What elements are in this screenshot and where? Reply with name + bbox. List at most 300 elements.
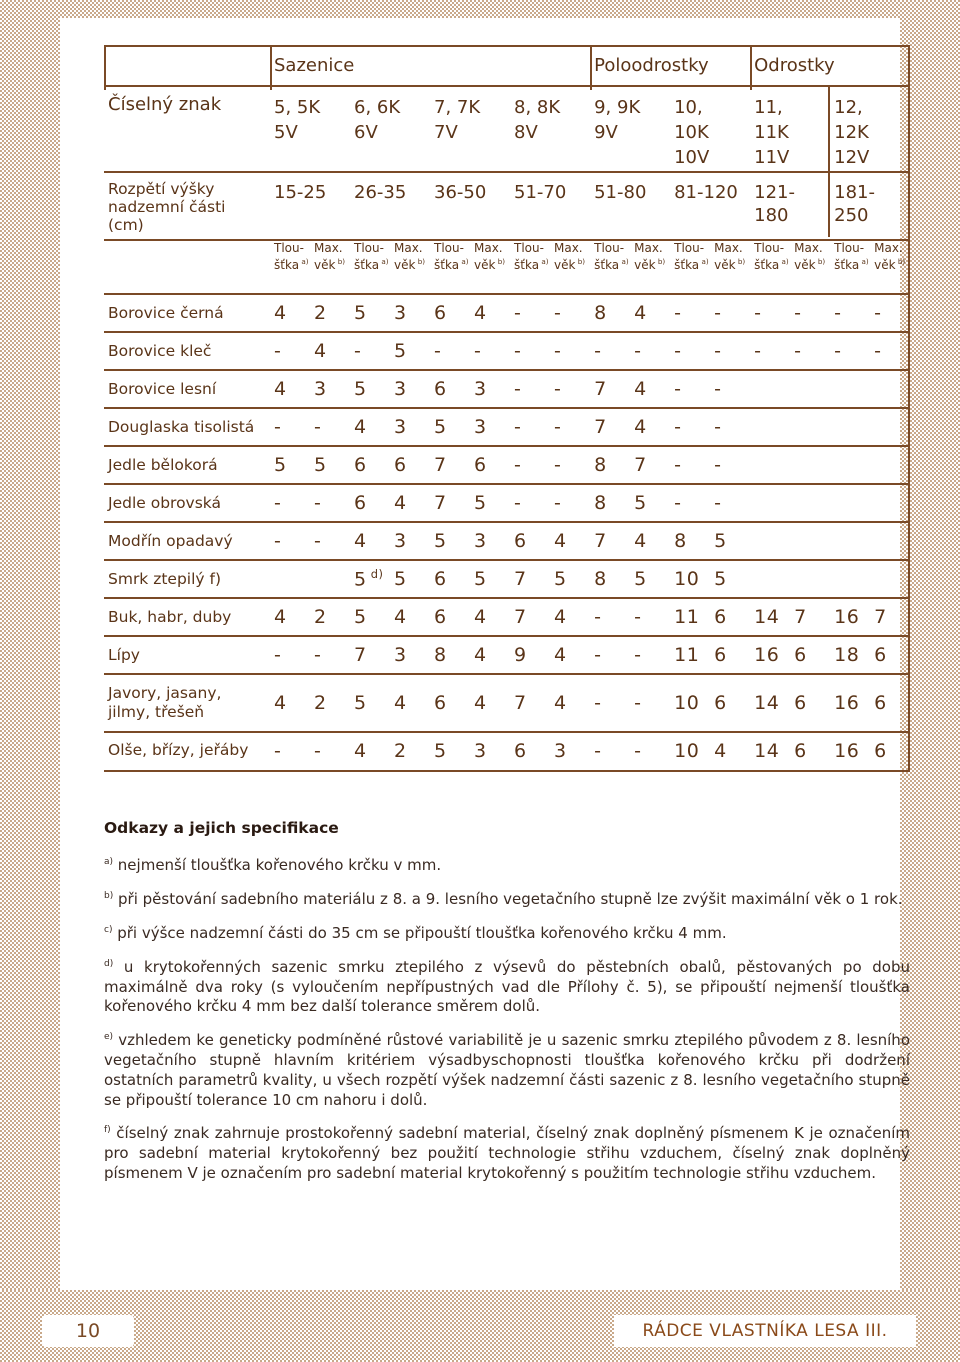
value-cell: [270, 636, 310, 674]
value-cell: [790, 332, 830, 370]
cell-value: 7: [514, 568, 527, 590]
cell-value: -: [514, 378, 522, 400]
value-cell: [790, 674, 830, 732]
value-cell: [270, 408, 310, 446]
text-line: 9, 9K: [594, 97, 641, 118]
footnote-text: při výšce nadzemní části do 35 cm se připouští tloušťka kořenového krčku 4 mm.: [112, 924, 727, 943]
value-cell: [470, 598, 510, 636]
value-cell: [550, 484, 590, 522]
max-age-subheader: Max. věk $^{b)}$: [630, 240, 670, 294]
cell-value: -: [714, 416, 722, 438]
value-cell: [590, 446, 630, 484]
code-cell: [430, 86, 510, 172]
value-cell: [790, 484, 830, 522]
cell-value: 3: [394, 644, 407, 666]
value-cell: [470, 332, 510, 370]
cell-value: 7: [874, 606, 887, 628]
thickness-subheader: Tlou- šťka $^{a)}$: [670, 240, 710, 294]
cell-value: -: [554, 454, 562, 476]
cell-value: 4: [474, 644, 487, 666]
cell-value: 5: [634, 568, 647, 590]
cell-value: 6: [794, 739, 807, 762]
thickness-subheader: Tlou- šťka $^{a)}$: [750, 240, 790, 294]
species-name: Jedle bělokorá: [104, 446, 270, 484]
cell-value: 6: [354, 492, 367, 514]
cell-value: 5: [354, 692, 367, 714]
value-cell: [470, 522, 510, 560]
species-name: Lípy: [104, 636, 270, 674]
value-cell: [830, 598, 870, 636]
cell-value: -: [754, 302, 762, 324]
value-cell: [630, 446, 670, 484]
text-line: 6, 6K: [354, 97, 401, 118]
cell-value: 7: [794, 606, 807, 628]
value-cell: [350, 484, 390, 522]
species-name: Smrk ztepilý f): [104, 560, 270, 598]
value-cell: [870, 598, 910, 636]
value-cell: [830, 522, 870, 560]
cell-value: 9: [514, 644, 527, 666]
cell-value: 4: [554, 692, 567, 714]
table-row: [104, 636, 910, 674]
cell-value: -: [794, 302, 802, 324]
odrostky-divider-line: [828, 85, 830, 237]
value-cell: [430, 732, 470, 768]
value-cell: [470, 674, 510, 732]
value-cell: [670, 522, 710, 560]
text-line: 81-120: [674, 182, 738, 203]
cell-value: -: [634, 644, 642, 666]
value-cell: [550, 370, 590, 408]
cell-value: 6: [354, 454, 367, 476]
value-cell: [550, 674, 590, 732]
code-cell: [830, 86, 910, 172]
cell-value: -: [594, 739, 602, 762]
cell-value: -: [674, 302, 682, 324]
cell-value: 4: [354, 739, 367, 762]
cell-value: 6: [434, 606, 447, 628]
cell-value: 5: [314, 454, 327, 476]
value-cell: [750, 560, 790, 598]
footnote-text: u krytokořenných sazenic smrku ztepilého z výsevů do pěstebních obalů, pěstovaných po dobu maximálně dva roky (s vyloučením nepřípustných vad dle Přílohy č. 5), se připouští nejmenší tloušťka kořenového krčku 4 mm bez další tolerance směrem dolů.: [104, 957, 910, 1016]
text-line: 15-25: [274, 182, 327, 203]
cell-value: -: [514, 454, 522, 476]
cell-value: 4: [274, 606, 287, 628]
value-cell: [790, 560, 830, 598]
cell-value: 6: [714, 606, 727, 628]
cell-value: 5: [354, 568, 367, 591]
text-line: 26-35: [354, 182, 407, 203]
value-cell: [550, 636, 590, 674]
group-divider-line: [270, 45, 272, 90]
value-cell: [750, 294, 790, 332]
value-cell: [630, 598, 670, 636]
table-row: [104, 674, 910, 732]
value-cell: [390, 484, 430, 522]
value-cell: [670, 446, 710, 484]
value-cell: [790, 370, 830, 408]
value-cell: [350, 332, 390, 370]
value-cell: [350, 636, 390, 674]
species-name: Borovice kleč: [104, 332, 270, 370]
cell-value: 5: [394, 340, 407, 362]
code-cell: [270, 86, 350, 172]
cell-value: 4: [634, 416, 647, 438]
cell-value: 16: [834, 739, 860, 762]
value-cell: [670, 332, 710, 370]
cell-value: 6: [794, 644, 807, 666]
cell-value: 4: [354, 416, 367, 438]
text-line: 5V: [274, 122, 298, 144]
code-cell: [670, 86, 750, 172]
value-cell: [710, 370, 750, 408]
footnotes-title: Odkazy a jejich specifikace: [104, 819, 339, 837]
value-cell: [750, 598, 790, 636]
publication-title: RÁDCE VLASTNÍKA LESA III.: [614, 1315, 916, 1347]
cell-value: -: [274, 530, 282, 552]
cell-value: 6: [474, 454, 487, 476]
max-age-subheader: Max. věk $^{b)}$: [550, 240, 590, 294]
cell-value: 3: [394, 302, 407, 324]
cell-value: 6: [434, 568, 447, 590]
cell-value: -: [514, 340, 522, 362]
value-cell: [750, 332, 790, 370]
thickness-subheader: Tlou- šťka $^{a)}$: [270, 240, 310, 294]
value-cell: [710, 560, 750, 598]
cell-value: 5: [354, 302, 367, 324]
cell-value: 5: [354, 378, 367, 400]
cell-value: 4: [634, 530, 647, 552]
value-cell: [270, 484, 310, 522]
cell-value: 3: [314, 378, 327, 400]
value-cell: [270, 332, 310, 370]
cell-value: 8: [594, 568, 607, 590]
value-cell: [390, 294, 430, 332]
cell-value: 5: [714, 568, 727, 590]
footnote-marker: c): [104, 925, 113, 936]
value-cell: [550, 294, 590, 332]
value-cell: [630, 294, 670, 332]
text-line: 250: [834, 205, 869, 227]
value-cell: [310, 332, 350, 370]
value-cell: [350, 732, 390, 768]
label-height: Rozpětí výšky nadzemní části (cm): [104, 172, 270, 240]
table-row: [104, 732, 910, 768]
height-cell: [590, 172, 670, 240]
species-name: Javory, jasany, jilmy, třešeň: [104, 674, 270, 732]
table-row: [104, 522, 910, 560]
cell-value: 7: [514, 692, 527, 714]
value-cell: [350, 408, 390, 446]
text-line: 12,: [834, 97, 863, 118]
thickness-subheader: Tlou- šťka $^{a)}$: [830, 240, 870, 294]
value-cell: [510, 522, 550, 560]
cell-value: -: [874, 340, 882, 362]
cell-value: 5: [554, 568, 567, 590]
value-cell: [510, 332, 550, 370]
value-cell: [550, 598, 590, 636]
height-cell: [830, 172, 910, 240]
value-cell: [470, 484, 510, 522]
footnote-marker: b): [104, 891, 114, 902]
planting-material-table: [104, 45, 910, 768]
cell-value: 8: [594, 492, 607, 514]
cell-value: -: [714, 302, 722, 324]
value-cell: [350, 294, 390, 332]
value-cell: [510, 294, 550, 332]
max-age-subheader: Max. věk $^{b)}$: [710, 240, 750, 294]
footnote-marker: e): [104, 1032, 114, 1043]
cell-value: -: [434, 340, 442, 362]
cell-value: 7: [434, 454, 447, 476]
group-divider-line: [590, 45, 592, 90]
cell-value: -: [634, 606, 642, 628]
code-cell: [590, 86, 670, 172]
value-cell: [390, 732, 430, 768]
footnote-text: nejmenší tloušťka kořenového krčku v mm.: [113, 856, 442, 875]
text-line: 7, 7K: [434, 97, 481, 118]
value-cell: [430, 598, 470, 636]
value-cell: [350, 522, 390, 560]
cell-value: -: [554, 302, 562, 324]
max-age-subheader: Max. věk $^{b)}$: [870, 240, 910, 294]
value-cell: [430, 332, 470, 370]
code-cell: [350, 86, 430, 172]
cell-value: -: [594, 644, 602, 666]
cell-value: 6: [714, 692, 727, 714]
cell-value: -: [634, 340, 642, 362]
footnote-item: [104, 1124, 910, 1183]
value-cell: [750, 446, 790, 484]
cell-value: 5: [394, 568, 407, 590]
text-line: 12V: [834, 147, 870, 169]
decorative-border-top: [0, 0, 960, 18]
cell-value: 4: [554, 644, 567, 666]
value-cell: [830, 446, 870, 484]
cell-value: 4: [394, 606, 407, 628]
cell-value: -: [834, 302, 842, 324]
cell-value: 6: [514, 530, 527, 552]
cell-value: 6: [874, 739, 887, 762]
height-cell: [350, 172, 430, 240]
value-cell: [830, 636, 870, 674]
cell-value: 5: [274, 454, 287, 476]
subheader-row: [104, 240, 910, 294]
value-cell: [630, 408, 670, 446]
cell-value: 6: [434, 378, 447, 400]
value-cell: [870, 636, 910, 674]
cell-value: 5: [634, 492, 647, 514]
cell-value: 5: [474, 568, 487, 590]
text-line: 11,: [754, 97, 783, 118]
decorative-border-left: [0, 0, 60, 1362]
value-cell: [870, 732, 910, 768]
cell-value: 6: [434, 302, 447, 324]
height-row: [104, 172, 910, 240]
cell-value: 4: [274, 378, 287, 400]
value-cell: [790, 408, 830, 446]
cell-value: -: [714, 454, 722, 476]
value-cell: [350, 370, 390, 408]
value-cell: [590, 636, 630, 674]
cell-value: 8: [434, 644, 447, 666]
cell-value: 3: [394, 530, 407, 552]
value-cell: [310, 522, 350, 560]
value-cell: [510, 370, 550, 408]
value-cell: [830, 732, 870, 768]
value-cell: [310, 408, 350, 446]
value-cell: [590, 484, 630, 522]
footnote-marker: a): [104, 857, 114, 868]
cell-value: 16: [834, 606, 860, 628]
cell-value: 16: [754, 644, 780, 666]
value-cell: [470, 370, 510, 408]
thickness-subheader: Tlou- šťka $^{a)}$: [430, 240, 470, 294]
value-cell: [830, 294, 870, 332]
cell-value: 6: [394, 454, 407, 476]
value-cell: [470, 408, 510, 446]
value-cell: [590, 294, 630, 332]
empty-corner-cell: [104, 46, 270, 86]
value-cell: [830, 674, 870, 732]
table-row: [104, 370, 910, 408]
cell-value: -: [474, 340, 482, 362]
value-cell: [710, 674, 750, 732]
text-line: 11V: [754, 147, 790, 169]
value-cell: [750, 484, 790, 522]
footnote-text: číselný znak zahrnuje prostokořenný sadební material, číselný znak doplněný písmenem K je označením pro sadební material krytokořenný bez použití technologie střihu vzduchem, číselný znak doplněný písmenem V je označením pro sadební material krytokořenný s použitím technologie střihu vzduchem.: [104, 1124, 910, 1183]
value-cell: [510, 408, 550, 446]
footnote-marker: f): [104, 1125, 111, 1136]
value-cell: [870, 522, 910, 560]
height-cell: [670, 172, 750, 240]
value-cell: [870, 560, 910, 598]
table-row: [104, 332, 910, 370]
value-cell: [590, 732, 630, 768]
footnotes-section: [104, 818, 910, 1198]
thickness-subheader: Tlou- šťka $^{a)}$: [510, 240, 550, 294]
value-cell: [710, 636, 750, 674]
group-header-row: [104, 46, 910, 86]
value-cell: [350, 598, 390, 636]
cell-value: 8: [594, 302, 607, 324]
text-line: 12K: [834, 122, 869, 144]
value-cell: [670, 370, 710, 408]
cell-value: 10: [674, 739, 700, 762]
value-cell: [390, 408, 430, 446]
group-sazenice: Sazenice: [270, 46, 590, 86]
value-cell: [430, 446, 470, 484]
value-cell: [670, 598, 710, 636]
footnotes-list: [104, 856, 910, 1183]
table-row: [104, 294, 910, 332]
value-cell: [870, 674, 910, 732]
value-cell: [430, 560, 470, 598]
cell-value: 8: [674, 530, 687, 552]
value-cell: [390, 446, 430, 484]
value-cell: [430, 408, 470, 446]
cell-value: -: [674, 340, 682, 362]
value-cell: [390, 598, 430, 636]
cell-value: 7: [594, 530, 607, 552]
cell-value: 2: [394, 739, 407, 762]
cell-value: -: [314, 416, 322, 438]
max-age-subheader: Max. věk $^{b)}$: [790, 240, 830, 294]
value-cell: [270, 560, 310, 598]
footnote-text: vzhledem ke geneticky podmíněné růstové variabilitě je u sazenic smrku ztepilého původem z 8. lesního vegetačního stupně hlavním kritériem výsadbyschopnosti tloušťka kořenového krčku při dodržení ostatních parametrů kvality, u všech rozpětí výšek nadzemní části sazenic z 8. lesního vegetačního stupně se připouští tolerance 10 cm nahoru i dolů.: [104, 1031, 910, 1109]
cell-value: 14: [754, 692, 780, 714]
cell-value: 4: [474, 606, 487, 628]
value-cell: [870, 294, 910, 332]
text-line: 10K: [674, 122, 709, 144]
value-cell: [310, 598, 350, 636]
value-cell: [590, 332, 630, 370]
cell-value: -: [314, 492, 322, 514]
value-cell: [470, 294, 510, 332]
cell-value: -: [714, 492, 722, 514]
value-cell: [790, 732, 830, 768]
value-cell: [550, 408, 590, 446]
cell-value: 5: [474, 492, 487, 514]
cell-value: -: [314, 530, 322, 552]
cell-value: 11: [674, 644, 700, 666]
table-row: [104, 560, 910, 598]
cell-value: 14: [754, 606, 780, 628]
value-cell: [590, 522, 630, 560]
page-number: 10: [42, 1315, 134, 1347]
text-line: 181-: [834, 182, 875, 203]
table-row: [104, 408, 910, 446]
cell-value: -: [674, 378, 682, 400]
cell-value: -: [794, 340, 802, 362]
value-cell: [550, 332, 590, 370]
table-row: [104, 484, 910, 522]
footnote-item: [104, 958, 910, 1017]
value-cell: [710, 732, 750, 768]
cell-value: 7: [594, 378, 607, 400]
value-cell: [830, 484, 870, 522]
value-cell: [830, 408, 870, 446]
value-cell: [310, 446, 350, 484]
value-cell: [350, 446, 390, 484]
value-cell: [510, 484, 550, 522]
cell-value: 14: [754, 739, 780, 762]
value-cell: [470, 732, 510, 768]
value-cell: [270, 732, 310, 768]
text-line: 8V: [514, 122, 538, 144]
value-cell: [470, 560, 510, 598]
thickness-subheader: Tlou- šťka $^{a)}$: [590, 240, 630, 294]
value-cell: [270, 446, 310, 484]
value-cell: [310, 636, 350, 674]
value-cell: [870, 370, 910, 408]
value-cell: [270, 598, 310, 636]
footnote-item: [104, 924, 910, 944]
value-cell: [390, 370, 430, 408]
value-cell: [710, 598, 750, 636]
cell-value: -: [554, 416, 562, 438]
cell-value: 5: [714, 530, 727, 552]
value-cell: [310, 484, 350, 522]
value-cell: [830, 370, 870, 408]
value-cell: [550, 522, 590, 560]
value-cell: [790, 598, 830, 636]
value-cell: [510, 674, 550, 732]
cell-footnote-mark: d): [366, 567, 384, 582]
value-cell: [550, 560, 590, 598]
value-cell: [870, 408, 910, 446]
value-cell: [750, 636, 790, 674]
